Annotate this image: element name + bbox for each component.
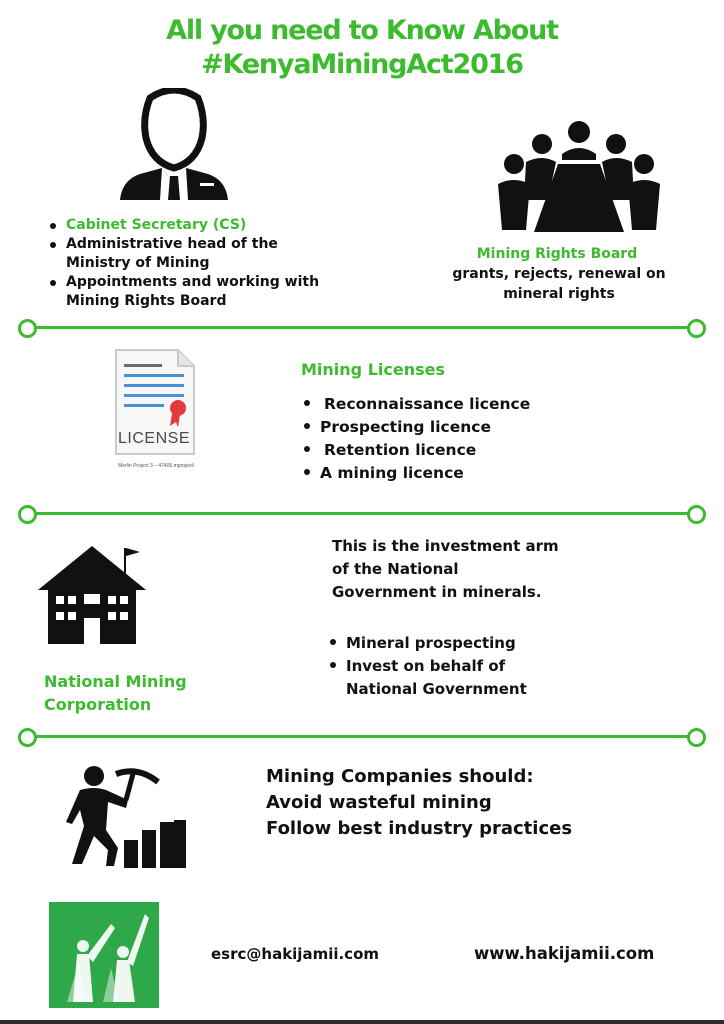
list-item: Reconnaissance licence bbox=[320, 393, 580, 416]
building-with-flag-icon bbox=[38, 542, 150, 648]
list-item: Prospecting licence bbox=[320, 416, 580, 439]
page-title bbox=[0, 14, 724, 82]
miner-with-pickaxe-icon bbox=[62, 764, 190, 870]
section-divider bbox=[18, 503, 706, 525]
license-icon-caption: Merlin Project 3 – 47406.mprojectl bbox=[118, 463, 194, 469]
license-document-icon bbox=[108, 346, 204, 474]
title-line-1: All you need to Know About bbox=[166, 15, 558, 46]
list-item: Invest on behalf of National Government bbox=[346, 655, 566, 701]
boardroom-meeting-icon bbox=[496, 120, 662, 236]
corporation-intro: This is the investment arm of the National Government in minerals. bbox=[332, 537, 559, 601]
mining-companies-line: Avoid wasteful mining bbox=[266, 792, 492, 813]
mining-licenses-list bbox=[300, 393, 580, 485]
title-line-2: #KenyaMiningAct2016 bbox=[201, 49, 523, 80]
mining-companies-heading: Mining Companies should: bbox=[266, 766, 534, 787]
corporation-title-line-2: Corporation bbox=[44, 695, 152, 714]
list-item: Mineral prospecting bbox=[346, 632, 566, 655]
corporation-list bbox=[326, 632, 566, 701]
license-icon-label: LICENSE bbox=[118, 430, 190, 447]
section-divider bbox=[18, 726, 706, 748]
list-item: Appointments and working with Mining Rights Board bbox=[66, 273, 326, 311]
list-item: Administrative head of the Ministry of Mining bbox=[66, 235, 326, 273]
footer-website[interactable]: www.hakijamii.com bbox=[474, 944, 655, 963]
national-mining-corporation-title bbox=[44, 670, 187, 716]
bottom-border bbox=[0, 1020, 724, 1024]
list-item: Retention licence bbox=[320, 439, 580, 462]
businessman-icon bbox=[110, 88, 238, 200]
section-divider bbox=[18, 317, 706, 339]
cabinet-secretary-list bbox=[46, 216, 326, 311]
list-item: A mining licence bbox=[320, 462, 580, 485]
mining-licenses-title: Mining Licenses bbox=[301, 360, 445, 379]
corporation-title-line-1: National Mining bbox=[44, 672, 187, 691]
mining-companies-line: Follow best industry practices bbox=[266, 818, 573, 839]
footer-email[interactable]: esrc@hakijamii.com bbox=[211, 945, 380, 963]
mining-companies-text bbox=[266, 764, 626, 842]
mining-rights-board-title: Mining Rights Board bbox=[476, 246, 638, 262]
hakijamii-logo bbox=[49, 902, 159, 1008]
list-item: Cabinet Secretary (CS) bbox=[66, 216, 326, 235]
mining-rights-board-description: grants, rejects, renewal on mineral rights bbox=[452, 266, 666, 302]
